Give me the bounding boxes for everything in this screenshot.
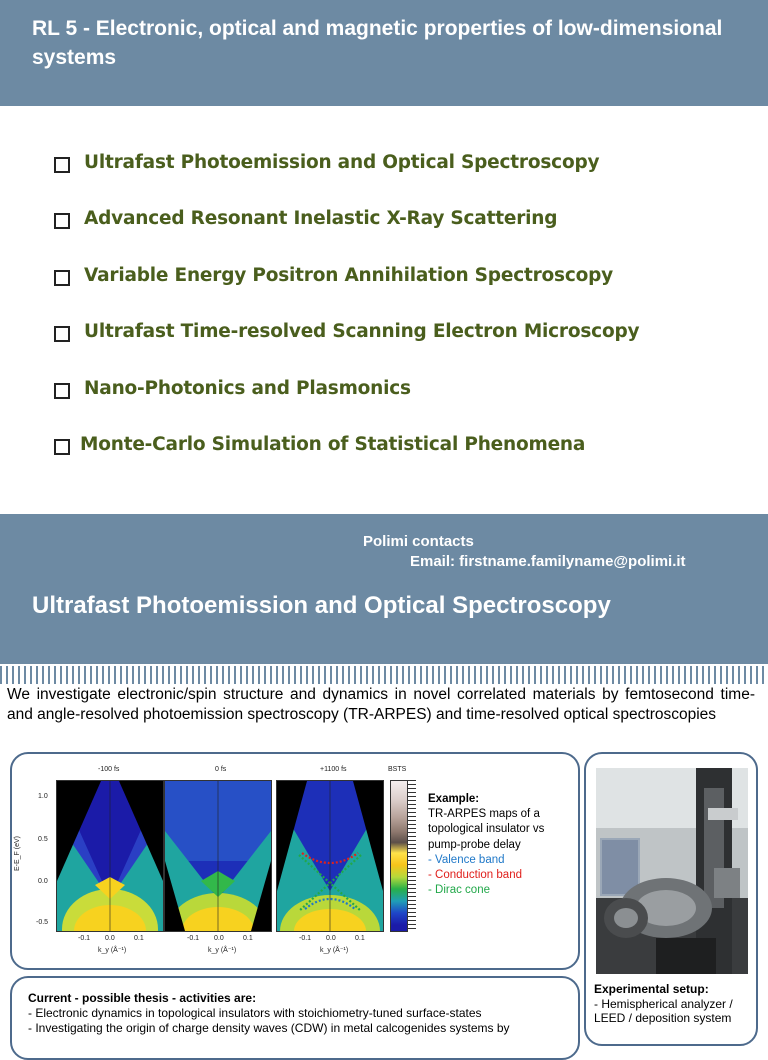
setup-heading: Experimental setup: [594,982,709,996]
topic-item [52,152,639,208]
topic-label: Ultrafast Photoemission and Optical Spectroscopy [84,152,600,173]
page-title: RL 5 - Electronic, optical and magnetic properties of low-dimensional systems [32,17,723,69]
y-axis-label: E-E_F (eV) [14,835,22,872]
activity-item: - Investigating the origin of charge density waves (CDW) in metal calcogenides systems by [28,1021,510,1035]
x-axis-label: k_y (Å⁻¹) [98,947,127,954]
section-band [0,514,768,664]
x-tick: 0.1 [243,935,253,942]
contacts-email: Email: firstname.familyname@polimi.it [410,553,686,570]
x-tick: 0.1 [134,935,144,942]
y-tick: 0.5 [38,836,48,843]
arpes-map [56,780,164,932]
topic-label: Advanced Resonant Inelastic X-Ray Scattering [84,208,558,230]
arpes-figure-panel [10,752,580,970]
x-axis-label: k_y (Å⁻¹) [208,947,237,954]
x-tick: 0.1 [355,935,365,942]
checkbox-icon [54,157,70,173]
activities-heading: Current - possible thesis - activities are: [28,991,257,1005]
setup-caption [594,982,754,1026]
y-tick: 1.0 [38,793,48,800]
section-title: Ultrafast Photoemission and Optical Spectroscopy [32,592,611,619]
example-caption [428,792,574,898]
colorbar [390,780,408,932]
topic-item [52,321,639,377]
map-title: -100 fs [98,766,120,773]
y-tick: 0.0 [38,878,48,885]
map-title: +1100 fs [320,766,347,773]
example-heading: Example: [428,793,480,805]
topic-label: Monte-Carlo Simulation of Statistical Phenomena [80,433,586,455]
dirac-cone-label: - Dirac cone [428,884,490,897]
example-text: TR-ARPES maps of a topological insulator vs pump-probe delay [428,808,545,851]
x-tick: -0.1 [299,935,312,942]
checkbox-icon [54,213,70,229]
checkbox-icon [54,326,70,342]
decorative-ruler [0,666,768,684]
checkbox-icon [54,270,70,286]
topic-label: Variable Energy Positron Annihilation Spectroscopy [84,264,614,286]
activity-item: - Electronic dynamics in topological insulators with stoichiometry-tuned surface-states [28,1006,482,1020]
map-title: 0 fs [215,766,227,773]
setup-panel [584,752,758,1046]
topic-label: Nano-Photonics and Plasmonics [84,377,411,399]
arpes-map [276,780,384,932]
topic-item [52,265,639,321]
topic-item [52,378,639,434]
x-tick: -0.1 [187,935,200,942]
topic-item [52,208,639,264]
x-tick: -0.1 [78,935,91,942]
topic-list [52,152,639,490]
colorbar-ticks [408,780,416,930]
topic-label: Ultrafast Time-resolved Scanning Electron Microscopy [84,321,640,343]
x-tick: 0.0 [105,935,115,942]
arpes-map [164,780,272,932]
activities-text [28,991,568,1036]
checkbox-icon [54,439,70,455]
activities-panel [10,976,580,1060]
x-axis-label: k_y (Å⁻¹) [320,947,349,954]
checkbox-icon [54,383,70,399]
x-tick: 0.0 [326,935,336,942]
colorbar-label: BSTS [388,766,407,773]
conduction-band-label: - Conduction band [428,869,522,882]
x-tick: 0.0 [214,935,224,942]
intro-paragraph: We investigate electronic/spin structure and dynamics in novel correlated materials by femtosecond time- and angle-resolved photoemission spectroscopy (TR-ARPES) and time-resolved optical spectroscopies [7,686,755,723]
topic-item [52,434,639,490]
contacts-label: Polimi contacts [363,533,474,550]
header-band [0,0,768,106]
setup-text: - Hemispherical analyzer / LEED / deposition system [594,996,733,1025]
setup-photo [596,768,748,974]
valence-band-label: - Valence band [428,853,505,866]
y-tick: -0.5 [36,919,49,926]
